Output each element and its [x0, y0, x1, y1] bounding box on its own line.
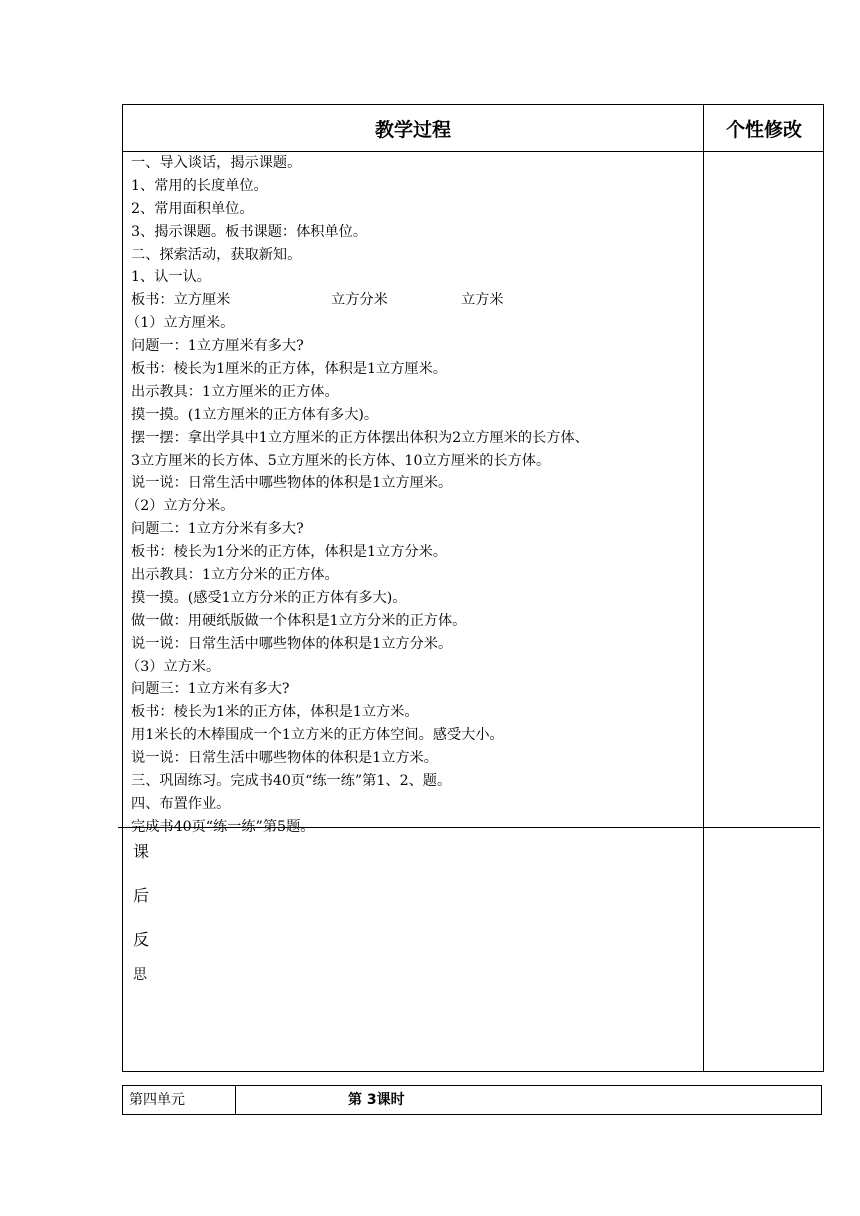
- text-line: 完成书40页“练一练”第5题。: [131, 818, 315, 835]
- text-line: （3）立方米。: [126, 658, 221, 675]
- text-line: 板书：棱长为1米的正方体，体积是1立方米。: [131, 704, 419, 721]
- text-line: （2）立方分米。: [126, 498, 235, 515]
- reflection-char: 课: [133, 842, 150, 861]
- text-line: 3、揭示课题。板书课题：体积单位。: [131, 223, 368, 240]
- text-line: 问题三：1立方米有多大?: [131, 681, 290, 698]
- text-line: 做一做：用硬纸版做一个体积是1立方分米的正方体。: [131, 612, 467, 629]
- footer-divider: [235, 1086, 236, 1114]
- text-line: 问题一：1立方厘米有多大?: [131, 338, 304, 355]
- text-line: 三、巩固练习。完成书40页“练一练”第1、2、题。: [131, 773, 452, 790]
- text-line: 说一说：日常生活中哪些物体的体积是1立方分米。: [131, 635, 453, 652]
- text-line: （1）立方厘米。: [126, 315, 235, 332]
- unit-label: 第四单元: [129, 1092, 185, 1108]
- text-line: 摆一摆：拿出学具中1立方厘米的正方体摆出体积为2立方厘米的长方体、: [131, 429, 589, 446]
- header-personal-modification: 个性修改: [725, 118, 802, 141]
- reflection-char: 思: [133, 967, 147, 983]
- teaching-process-content: [126, 152, 703, 839]
- text-line: 摸一摸。(1立方厘米的正方体有多大)。: [131, 406, 379, 423]
- text-line: 说一说：日常生活中哪些物体的体积是1立方厘米。: [131, 475, 453, 492]
- text-line: 一、导入谈话，揭示课题。: [131, 155, 302, 171]
- text-line: 3立方厘米的长方体、5立方厘米的长方体、10立方厘米的长方体。: [131, 452, 551, 469]
- header-teaching-process: 教学过程: [374, 118, 451, 141]
- board-unit-m3: 立方米: [461, 292, 504, 309]
- reflection-char: 后: [133, 886, 150, 905]
- lesson-period-label: 第 3课时: [348, 1092, 405, 1108]
- text-line: 1、认一认。: [131, 269, 211, 286]
- text-line: 说一说：日常生活中哪些物体的体积是1立方米。: [131, 750, 438, 767]
- post-class-reflection-label: [133, 837, 193, 985]
- column-divider: [703, 105, 704, 1071]
- board-unit-dm3: 立方分米: [331, 292, 388, 309]
- text-line: 出示教具：1立方厘米的正方体。: [131, 383, 339, 400]
- lesson-plan-table: [122, 104, 824, 1072]
- text-line: 板书：棱长为1厘米的正方体，体积是1立方厘米。: [131, 361, 447, 378]
- reflection-char: 反: [133, 930, 150, 949]
- text-line: 摸一摸。(感受1立方分米的正方体有多大)。: [131, 589, 407, 606]
- text-line: 二、探索活动，获取新知。: [131, 246, 302, 263]
- text-line: 1、常用的长度单位。: [131, 177, 268, 194]
- text-line: 问题二：1立方分米有多大?: [131, 521, 304, 538]
- text-line: 2、常用面积单位。: [131, 200, 254, 217]
- text-line: 出示教具：1立方分米的正方体。: [131, 567, 339, 584]
- board-units-line: [131, 289, 703, 312]
- footer-table: [122, 1085, 822, 1115]
- text-line: 板书：棱长为1分米的正方体，体积是1立方分米。: [131, 544, 447, 561]
- text-line: 四、布置作业。: [131, 795, 231, 812]
- board-unit-cm3: 板书：立方厘米: [131, 292, 231, 309]
- text-line: 用1米长的木棒围成一个1立方米的正方体空间。感受大小。: [131, 727, 504, 744]
